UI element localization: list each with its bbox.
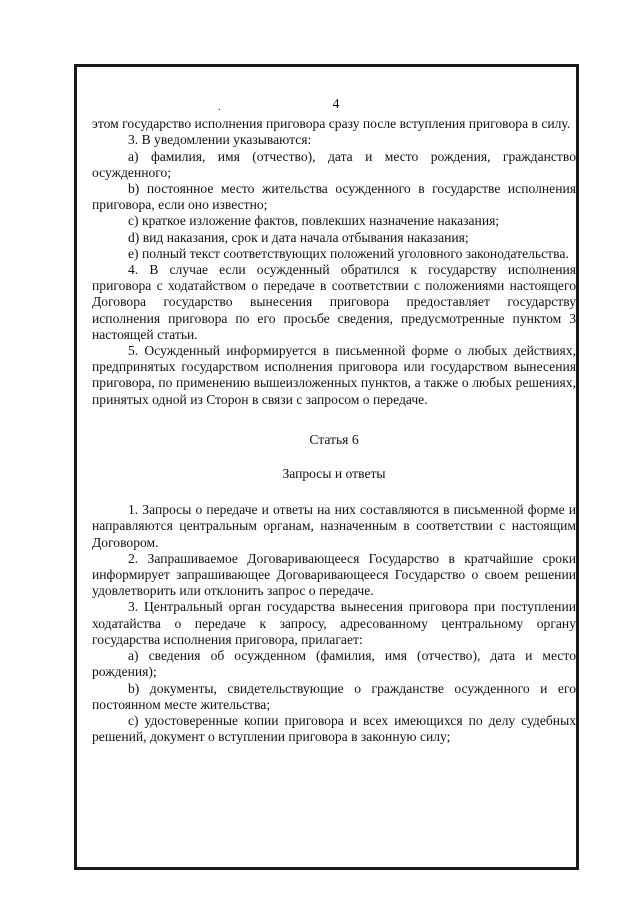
article-title: Запросы и ответы (282, 466, 386, 482)
paragraph: 4. В случае если осужденный обратился к государству исполнения приговора с ходатайством о передаче в соответствии с положениями настоящего Договора государство вынесения приговора предоставляет государству исполнения приговора по его просьбе сведения, предусмотренные пунктом 3 настоящей статьи. (92, 262, 576, 342)
paragraph: 5. Осужденный информируется в письменной форме о любых действиях, предпринятых государством исполнения приговора или государством вынесения приговора, по применению вышеизложенных пунктов, а также о любых решениях, принятых одной из Сторон в связи с запросом о передаче. (92, 343, 576, 407)
scan-speck: . (218, 102, 221, 113)
page-number: 4 (332, 96, 340, 111)
list-item: b) постоянное место жительства осужденного в государстве исполнения приговора, если оно известно; (92, 181, 576, 213)
list-item: d) вид наказания, срок и дата начала отбывания наказания; (128, 229, 469, 245)
list-item: b) документы, свидетельствующие о гражданстве осужденного и его постоянном месте жительства; (92, 680, 576, 712)
list-item: c) удостоверенные копии приговора и всех имеющихся по делу судебных решений, документ о вступлении приговора в законную силу; (92, 712, 576, 745)
page-content (92, 96, 576, 745)
paragraph: 3. Центральный орган государства вынесения приговора при поступлении ходатайства о передаче к запросу, адресованному центральному органу государства исполнения приговора, прилагает: (92, 599, 576, 647)
paragraph: 3. В уведомлении указываются: (128, 132, 312, 148)
list-item: c) краткое изложение фактов, повлекших назначение наказания; (128, 213, 500, 229)
article-heading: Статья 6 (309, 431, 359, 447)
paragraph: 2. Запрашиваемое Договаривающееся Государство в кратчайшие сроки информирует запрашивающее Договаривающееся Государство о своем решении удовлетворить или отклонить запрос о передаче. (92, 550, 576, 599)
list-item: a) сведения об осужденном (фамилия, имя (отчество), дата и место рождения); (92, 648, 576, 680)
list-item: e) полный текст соответствующих положений уголовного законодательства. (128, 245, 569, 261)
list-item: a) фамилия, имя (отчество), дата и место рождения, гражданство осужденного; (92, 148, 576, 180)
paragraph: 1. Запросы о передаче и ответы на них составляются в письменной форме и направляются центральным органам, назначенным в соответствии с настоящим Договором. (92, 502, 576, 550)
paragraph: этом государство исполнения приговора сразу после вступления приговора в силу. (92, 116, 571, 132)
